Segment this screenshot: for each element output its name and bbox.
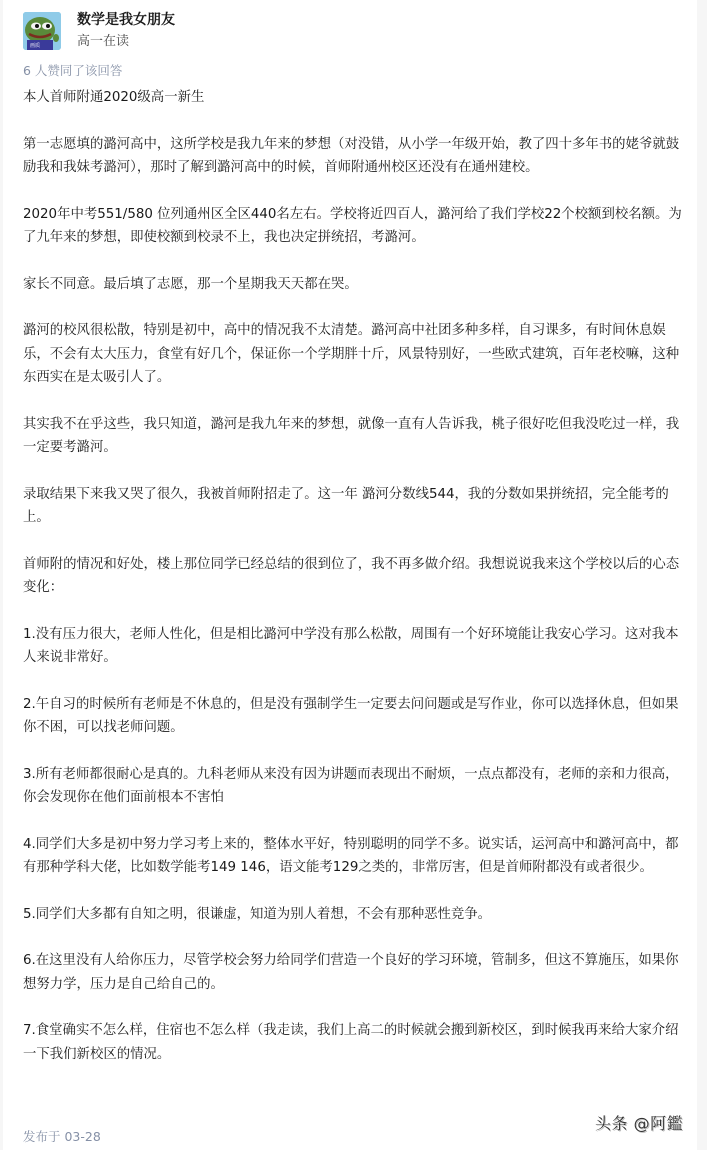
paragraph: 5.同学们大多都有自知之明，很谦虚，知道为别人着想，不会有那种恶性竞争。 (23, 906, 492, 922)
author-header (23, 10, 175, 50)
paragraph: 其实我不在乎这些，我只知道，潞河是我九年来的梦想，就像一直有人告诉我，桃子很好吃但我没吃过一样，我一定要考潞河。 (23, 416, 680, 455)
paragraph: 3.所有老师都很耐心是真的。九科老师从来没有因为讲题而表现出不耐烦，一点点都没有，老师的亲和力很高，你会发现你在他们面前根本不害怕 (23, 766, 679, 805)
publish-date[interactable]: 发布于 03-28 (23, 1129, 101, 1144)
paragraph: 4.同学们大多是初中努力学习考上来的，整体水平好，特别聪明的同学不多。说实话，运河高中和潞河高中，都有那种学科大佬，比如数学能考149 146，语文能考129之类的，非常厉害，但是首师附都没有或者很少。 (23, 836, 679, 875)
paragraph: 本人首师附通2020级高一新生 (23, 90, 205, 105)
watermark: 头条 @阿鑑 (595, 1114, 684, 1133)
paragraph: 7.食堂确实不怎么样，住宿也不怎么样（我走读，我们上高二的时候就会搬到新校区，到时候我再来给大家介绍一下我们新校区的情况。 (23, 1023, 679, 1062)
paragraph: 家长不同意。最后填了志愿，那一个星期我天天都在哭。 (23, 276, 358, 292)
svg-text:画质: 画质 (30, 43, 41, 49)
paragraph: 2020年中考551/580 位列通州区全区440名左右。学校将近四百人，潞河给了我们学校22个校额到校名额。为了九年来的梦想，即使校额到校录不上，我也决定拼统招，考潞河。 (23, 206, 682, 245)
paragraph: 潞河的校风很松散，特别是初中，高中的情况我不太清楚。潞河高中社团多种多样，自习课多，有时间休息娱乐，不会有太大压力，食堂有好几个，保证你一个学期胖十斤，风景特别好，一些欧式建筑，百年老校嘛，这种东西实在是太吸引人了。 (23, 323, 680, 385)
paragraph: 首师附的情况和好处，楼上那位同学已经总结的很到位了，我不再多做介绍。我想说说我来这个学校以后的心态变化： (23, 556, 680, 595)
avatar[interactable] (23, 12, 61, 50)
answer-card (3, 0, 697, 1150)
paragraph: 2.午自习的时候所有老师是不休息的，但是没有强制学生一定要去问问题或是写作业，你可以选择休息，但如果你不困，可以找老师问题。 (23, 696, 679, 735)
author-headline: 高一在读 (77, 34, 130, 49)
author-name[interactable]: 数学是我女朋友 (77, 12, 175, 28)
answer-content (23, 86, 683, 1089)
pepe-frog-avatar-icon (23, 12, 61, 50)
paragraph: 1.没有压力很大，老师人性化，但是相比潞河中学没有那么松散，周围有一个好环境能让我安心学习。这对我本人来说非常好。 (23, 626, 679, 665)
paragraph: 6.在这里没有人给你压力，尽管学校会努力给同学们营造一个良好的学习环境，管制多，但这不算施压，如果你想努力学，压力是自己给自己的。 (23, 953, 679, 992)
paragraph: 第一志愿填的潞河高中，这所学校是我九年来的梦想（对没错，从小学一年级开始，教了四十多年书的姥爷就鼓励我和我妹考潞河），那时了解到潞河高中的时候，首师附通州校区还没有在通州建校。 (23, 136, 680, 175)
paragraph: 录取结果下来我又哭了很久，我被首师附招走了。这一年 潞河分数线544，我的分数如果拼统招，完全能考的上。 (23, 486, 669, 525)
vote-count: 6 人赞同了该回答 (23, 63, 123, 78)
